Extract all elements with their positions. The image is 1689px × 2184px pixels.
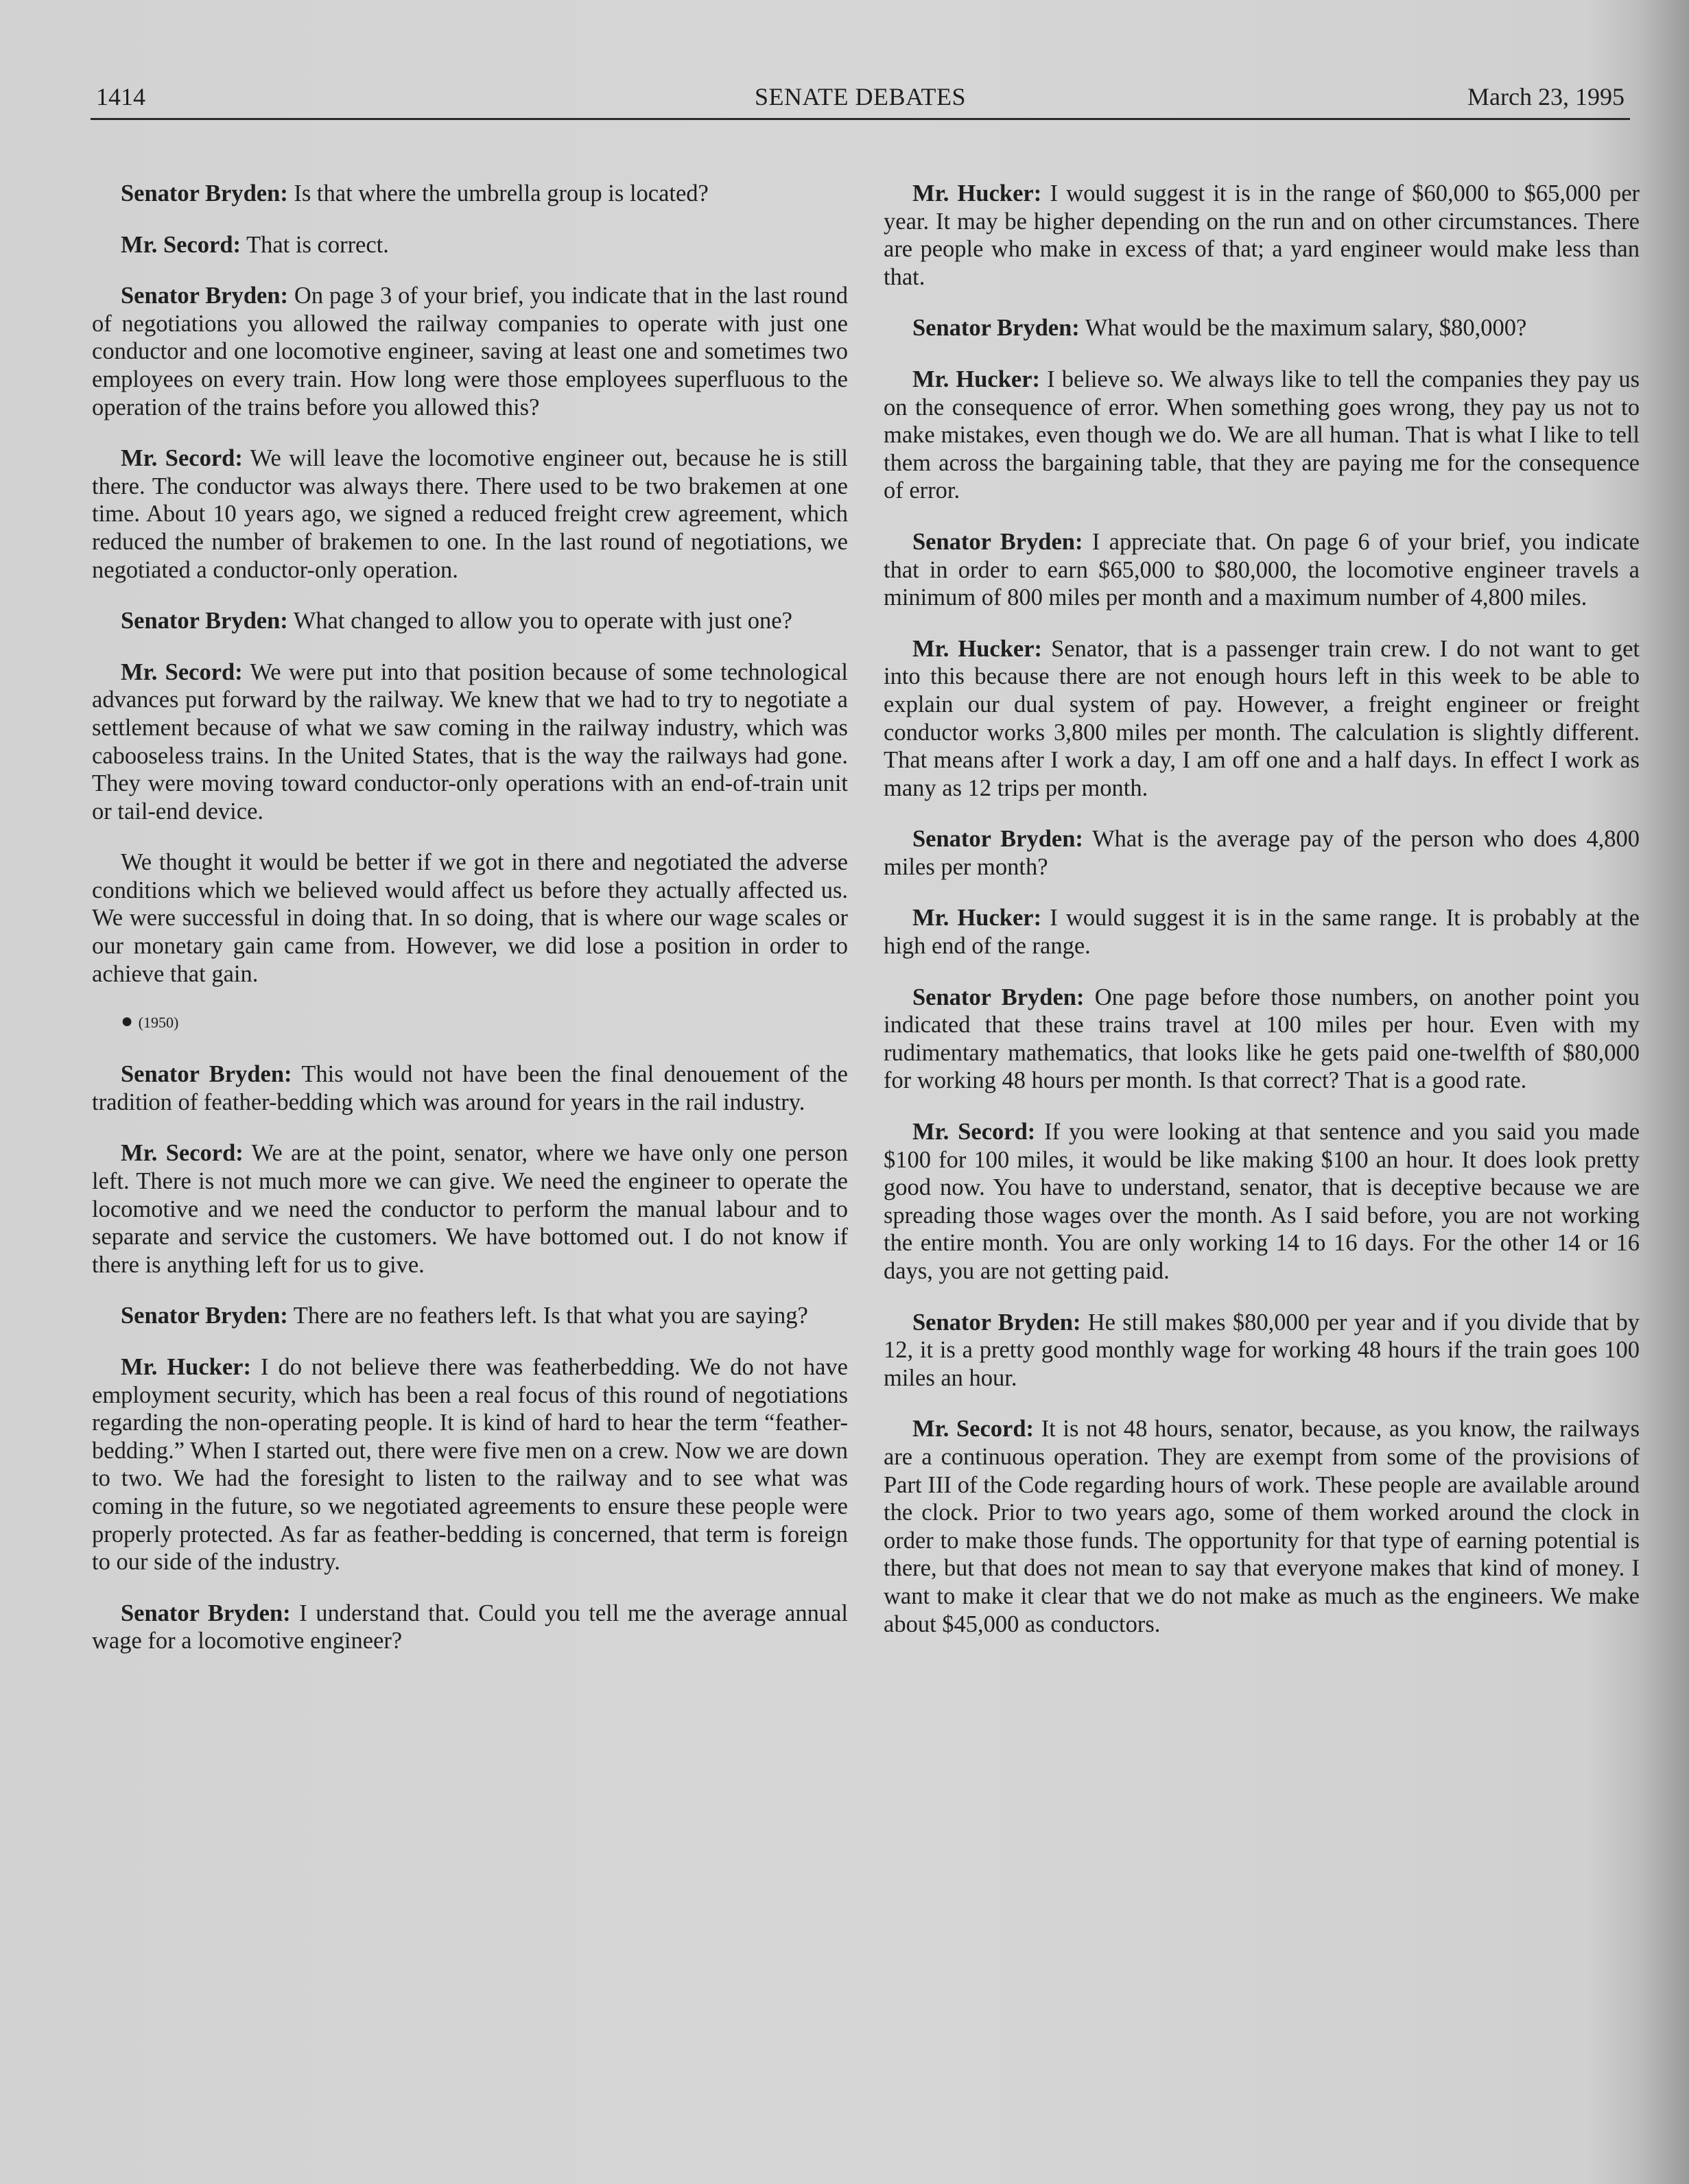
transcript-paragraph bbox=[92, 1600, 848, 1655]
speaker-name: Senator Bryden: bbox=[912, 315, 1080, 342]
transcript-paragraph bbox=[884, 635, 1640, 803]
speech-text: It is not 48 hours, senator, because, as you know, the railways are a continuous operation. They are exempt from some of the provisions of Part III of the Code regarding hours of work. These people are available around the clock. Prior to two years ago, some of them worked around the clock in order to make those funds. The opportunity for that type of earning potential is there, but that does not mean to say that everyone makes that kind of money. I want to make it clear that we do not make as much as the engineers. We make about $45,000 as conductors. bbox=[884, 1416, 1640, 1637]
transcript-paragraph bbox=[92, 180, 848, 208]
transcript-paragraph bbox=[92, 1302, 848, 1330]
page-number: 1414 bbox=[96, 83, 145, 110]
speech-text: I understand that. Could you tell me the average annual wage for a locomotive engineer? bbox=[92, 1600, 848, 1654]
time-marker-label: (1950) bbox=[138, 1014, 179, 1032]
speech-text: We were put into that position because of some technological advances put forward by the railway. We knew that we had to try to negotiate a settlement because of what we saw coming in the railway industry, which was cabooseless trains. In the United States, that is the way the railways had gone. They were moving toward conductor-only operations with an end-of-train unit or tail-end device. bbox=[92, 658, 848, 824]
speech-text: One page before those numbers, on another point you indicated that these trains travel at 100 miles per hour. Even with my rudimentary mathematics, that looks like he gets paid one-twelfth of $80,000 for working 48 hours per month. Is that correct? That is a good rate. bbox=[884, 984, 1640, 1094]
transcript-paragraph bbox=[92, 282, 848, 421]
transcript-paragraph bbox=[884, 984, 1640, 1095]
speaker-name: Mr. Secord: bbox=[912, 1416, 1035, 1443]
bullet-icon: ● bbox=[121, 1010, 139, 1033]
speech-text: He still makes $80,000 per year and if you divide that by 12, it is a pretty good monthly wage for working 48 hours if the train goes 100 miles an hour. bbox=[884, 1309, 1640, 1391]
speech-text: There are no feathers left. Is that what you are saying? bbox=[293, 1303, 808, 1329]
speaker-name: Senator Bryden: bbox=[912, 984, 1085, 1010]
speaker-name: Senator Bryden: bbox=[912, 1309, 1081, 1336]
transcript-paragraph bbox=[92, 444, 848, 584]
transcript-paragraph bbox=[92, 231, 848, 259]
speech-text: Is that where the umbrella group is located? bbox=[294, 180, 709, 206]
transcript-paragraph bbox=[884, 366, 1640, 505]
speech-text: If you were looking at that sentence and you said you made $100 for 100 miles, it would be like making $100 an hour. It does look pretty good now. You have to understand, senator, that is deceptive because we are spreading those wages over the month. As I said before, you are not working the entire month. You are only working 14 to 16 days. For the other 14 or 16 days, you are not getting paid. bbox=[884, 1119, 1640, 1284]
transcript-paragraph bbox=[884, 528, 1640, 612]
publication-date: March 23, 1995 bbox=[1467, 83, 1625, 110]
transcript-paragraph bbox=[884, 314, 1640, 342]
transcript-paragraph bbox=[884, 825, 1640, 881]
transcript-paragraph bbox=[92, 1353, 848, 1576]
speech-text: We thought it would be better if we got in there and negotiated the adverse conditions which we believed would affect us before they actually affected us. We were successful in doing that. In so doing, that is where our wage scales or our monetary gain came from. However, we did lose a position in order to achieve that gain. bbox=[92, 849, 848, 987]
transcript-paragraph bbox=[884, 1118, 1640, 1285]
speech-text: On page 3 of your brief, you indicate that in the last round of negotiations you allowed the railway companies to operate with just one conductor and one locomotive engineer, saving at least one and sometimes two employees on every train. How long were those employees superfluous to the operation of the trains before you allowed this? bbox=[92, 283, 849, 420]
speech-text: I appreciate that. On page 6 of your brief, you indicate that in order to earn $65,000 to $80,000, the locomotive engineer travels a minimum of 800 miles per month and a maximum number of 4,800 miles. bbox=[884, 528, 1640, 611]
speaker-name: Senator Bryden: bbox=[121, 608, 288, 634]
speech-text: That is correct. bbox=[246, 231, 389, 258]
speaker-name: Mr. Hucker: bbox=[912, 366, 1041, 392]
transcript-paragraph bbox=[92, 658, 848, 826]
speaker-name: Mr. Secord: bbox=[912, 1119, 1036, 1146]
speech-text: I do not believe there was featherbedding. We do not have employment security, which has been a real focus of this round of negotiations regarding the non-operating people. It is kind of hard to hear the term “feather-bedding.” When I started out, there were five men on a crew. Now we are down to two. We had the foresight to listen to the railway and to see what was coming in the future, so we negotiated agreements to ensure these people were properly protected. As far as feather-bedding is concerned, that term is foreign to our side of the industry. bbox=[92, 1354, 848, 1576]
speaker-name: Mr. Hucker: bbox=[912, 905, 1042, 931]
transcript-paragraph bbox=[884, 180, 1640, 291]
speaker-name: Mr. Secord: bbox=[121, 445, 243, 472]
speaker-name: Senator Bryden: bbox=[912, 528, 1083, 555]
transcript-paragraph bbox=[884, 1415, 1640, 1638]
transcript-paragraph bbox=[92, 848, 848, 988]
speech-text: I would suggest it is in the range of $60,000 to $65,000 per year. It may be higher depending on the run and on other circumstances. There are people who make in excess of that; a yard engineer would make less than that. bbox=[884, 180, 1640, 290]
right-column bbox=[884, 180, 1640, 1661]
speech-text: We will leave the locomotive engineer out, because he is still there. The conductor was always there. There used to be two brakemen at one time. About 10 years ago, we signed a reduced freight crew agreement, which reduced the number of brakemen to one. In the last round of negotiations, we negotiated a conductor-only operation. bbox=[92, 445, 848, 583]
page-header bbox=[91, 80, 1630, 120]
transcript-paragraph bbox=[92, 1139, 848, 1279]
speech-text: I would suggest it is in the same range. It is probably at the high end of the range. bbox=[884, 905, 1640, 960]
left-column bbox=[92, 180, 848, 1678]
speech-text: Senator, that is a passenger train crew. I do not want to get into this because there are not enough hours left in this week to be able to explain our dual system of pay. However, a freight engineer or freight conductor works 3,800 miles per month. The calculation is slightly different. That means after I work a day, I am off one and a half days. In effect I work as many as 12 trips per month. bbox=[884, 635, 1640, 801]
speech-text: What changed to allow you to operate with just one? bbox=[293, 608, 792, 634]
speaker-name: Mr. Hucker: bbox=[912, 635, 1043, 662]
speech-text: We are at the point, senator, where we have only one person left. There is not much more we can give. We need the engineer to operate the locomotive and we need the conductor to perform the manual labour and to separate and service the customers. We have bottomed out. I do not know if there is anything left for us to give. bbox=[92, 1140, 848, 1278]
speech-text: This would not have been the final denouement of the tradition of feather-bedding which was around for years in the rail industry. bbox=[92, 1061, 848, 1115]
transcript-paragraph bbox=[884, 1309, 1640, 1392]
speaker-name: Senator Bryden: bbox=[121, 1303, 288, 1329]
speaker-name: Mr. Secord: bbox=[121, 1140, 244, 1167]
speaker-name: Senator Bryden: bbox=[121, 180, 288, 206]
speech-text: I believe so. We always like to tell the companies they pay us on the consequence of error. When something goes wrong, they pay us not to make mistakes, even though we do. We are all human. That is what I like to tell them across the bargaining table, that they are paying me for the consequence of error. bbox=[884, 366, 1640, 504]
speech-text: What would be the maximum salary, $80,000? bbox=[1085, 315, 1527, 342]
transcript-paragraph bbox=[92, 1060, 848, 1116]
speech-text: What is the average pay of the person who does 4,800 miles per month? bbox=[884, 826, 1640, 880]
time-marker bbox=[92, 1011, 848, 1033]
publication-title: SENATE DEBATES bbox=[754, 83, 966, 110]
speaker-name: Mr. Secord: bbox=[121, 231, 241, 258]
transcript-paragraph bbox=[92, 607, 848, 635]
speaker-name: Senator Bryden: bbox=[121, 283, 289, 309]
speaker-name: Senator Bryden: bbox=[121, 1061, 292, 1088]
speaker-name: Senator Bryden: bbox=[121, 1600, 291, 1626]
transcript-paragraph bbox=[884, 904, 1640, 960]
speaker-name: Mr. Secord: bbox=[121, 658, 243, 685]
speaker-name: Senator Bryden: bbox=[912, 826, 1083, 853]
speaker-name: Mr. Hucker: bbox=[912, 180, 1042, 206]
speaker-name: Mr. Hucker: bbox=[121, 1354, 251, 1380]
